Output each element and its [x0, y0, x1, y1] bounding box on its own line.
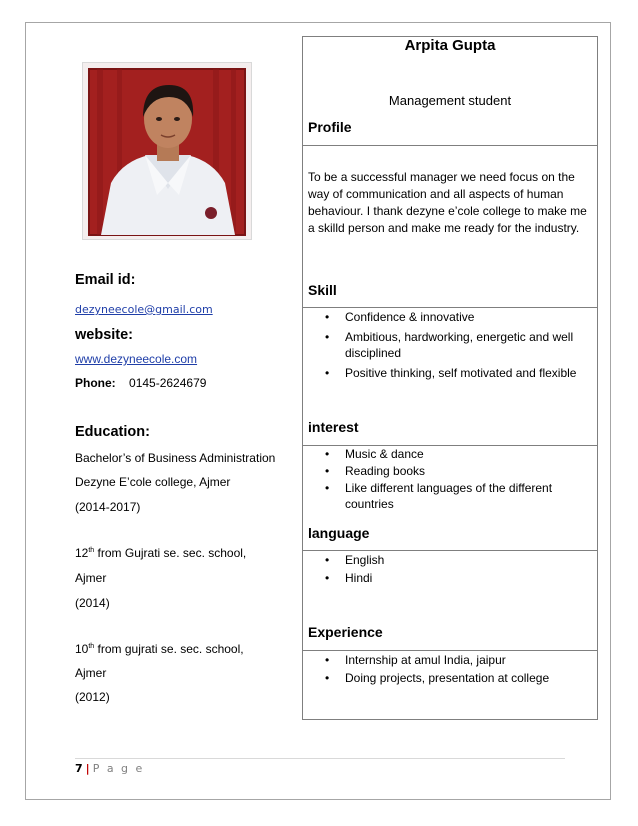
experience-list: [308, 652, 593, 686]
page-number: 7: [75, 762, 83, 775]
twelfth-school-name: from Gujrati se. sec. school,: [94, 546, 247, 560]
list-item: • Hindi: [308, 570, 593, 586]
list-item: • Doing projects, presentation at college: [308, 670, 593, 686]
tenth-num: 10: [75, 642, 89, 656]
twelfth-school: [75, 546, 246, 560]
footer-divider: [75, 758, 565, 759]
tenth-school: [75, 642, 244, 656]
interest-title: interest: [308, 419, 359, 435]
list-item: • Positive thinking, self motivated and flexible: [308, 365, 593, 381]
skill-title: Skill: [308, 282, 337, 298]
profile-title: Profile: [308, 119, 352, 135]
tenth-school-name: from gujrati se. sec. school,: [94, 642, 244, 656]
tenth-city: Ajmer: [75, 666, 107, 680]
tenth-sup: th: [88, 643, 95, 650]
education-degree: Bachelor’s of Business Administration: [75, 451, 276, 465]
email-link[interactable]: dezyneecole@gmail.com: [75, 303, 213, 316]
twelfth-year: (2014): [75, 596, 110, 610]
list-item: • Confidence & innovative: [308, 309, 593, 325]
twelfth-city: Ajmer: [75, 571, 107, 585]
list-item: • Music & dance: [308, 446, 593, 462]
list-item: • English: [308, 552, 593, 568]
profile-photo: [82, 62, 252, 240]
list-item: • Reading books: [308, 463, 593, 479]
list-item: • Like different languages of the different countries: [308, 480, 593, 512]
list-item: • Ambitious, hardworking, energetic and well disciplined: [308, 329, 593, 361]
list-item: • Internship at amul India, jaipur: [308, 652, 593, 668]
education-college: Dezyne E’cole college, Ajmer: [75, 475, 231, 489]
skill-list: [308, 309, 593, 381]
role-heading: Management student: [388, 93, 512, 108]
divider-profile: [302, 145, 598, 146]
email-label: Email id:: [75, 272, 136, 288]
phone-row: [75, 376, 206, 390]
education-years: (2014-2017): [75, 500, 141, 514]
divider-skill: [302, 307, 598, 308]
language-list: [308, 552, 593, 586]
website-link[interactable]: www.dezyneecole.com: [75, 352, 198, 366]
education-label: Education:: [75, 424, 150, 440]
language-title: language: [308, 525, 370, 541]
divider-experience: [302, 650, 598, 651]
footer-separator: |: [85, 762, 90, 775]
tenth-year: (2012): [75, 690, 110, 704]
twelfth-num: 12: [75, 546, 89, 560]
twelfth-sup: th: [88, 547, 95, 554]
website-label: website:: [75, 327, 134, 343]
page-word: P a g e: [92, 762, 145, 775]
page-footer: [75, 762, 144, 775]
experience-title: Experience: [308, 624, 383, 640]
interest-list: [308, 446, 593, 512]
name-heading: Arpita Gupta: [404, 37, 496, 54]
profile-text: To be a successful manager we need focus on the way of communication and all aspects of human behaviour. I thank dezyne e’cole college to make me a skilld person and make me ready for the industry.: [308, 170, 587, 235]
divider-language: [302, 550, 598, 551]
phone-number: 0145-2624679: [129, 376, 207, 390]
phone-label: Phone:: [75, 376, 116, 390]
